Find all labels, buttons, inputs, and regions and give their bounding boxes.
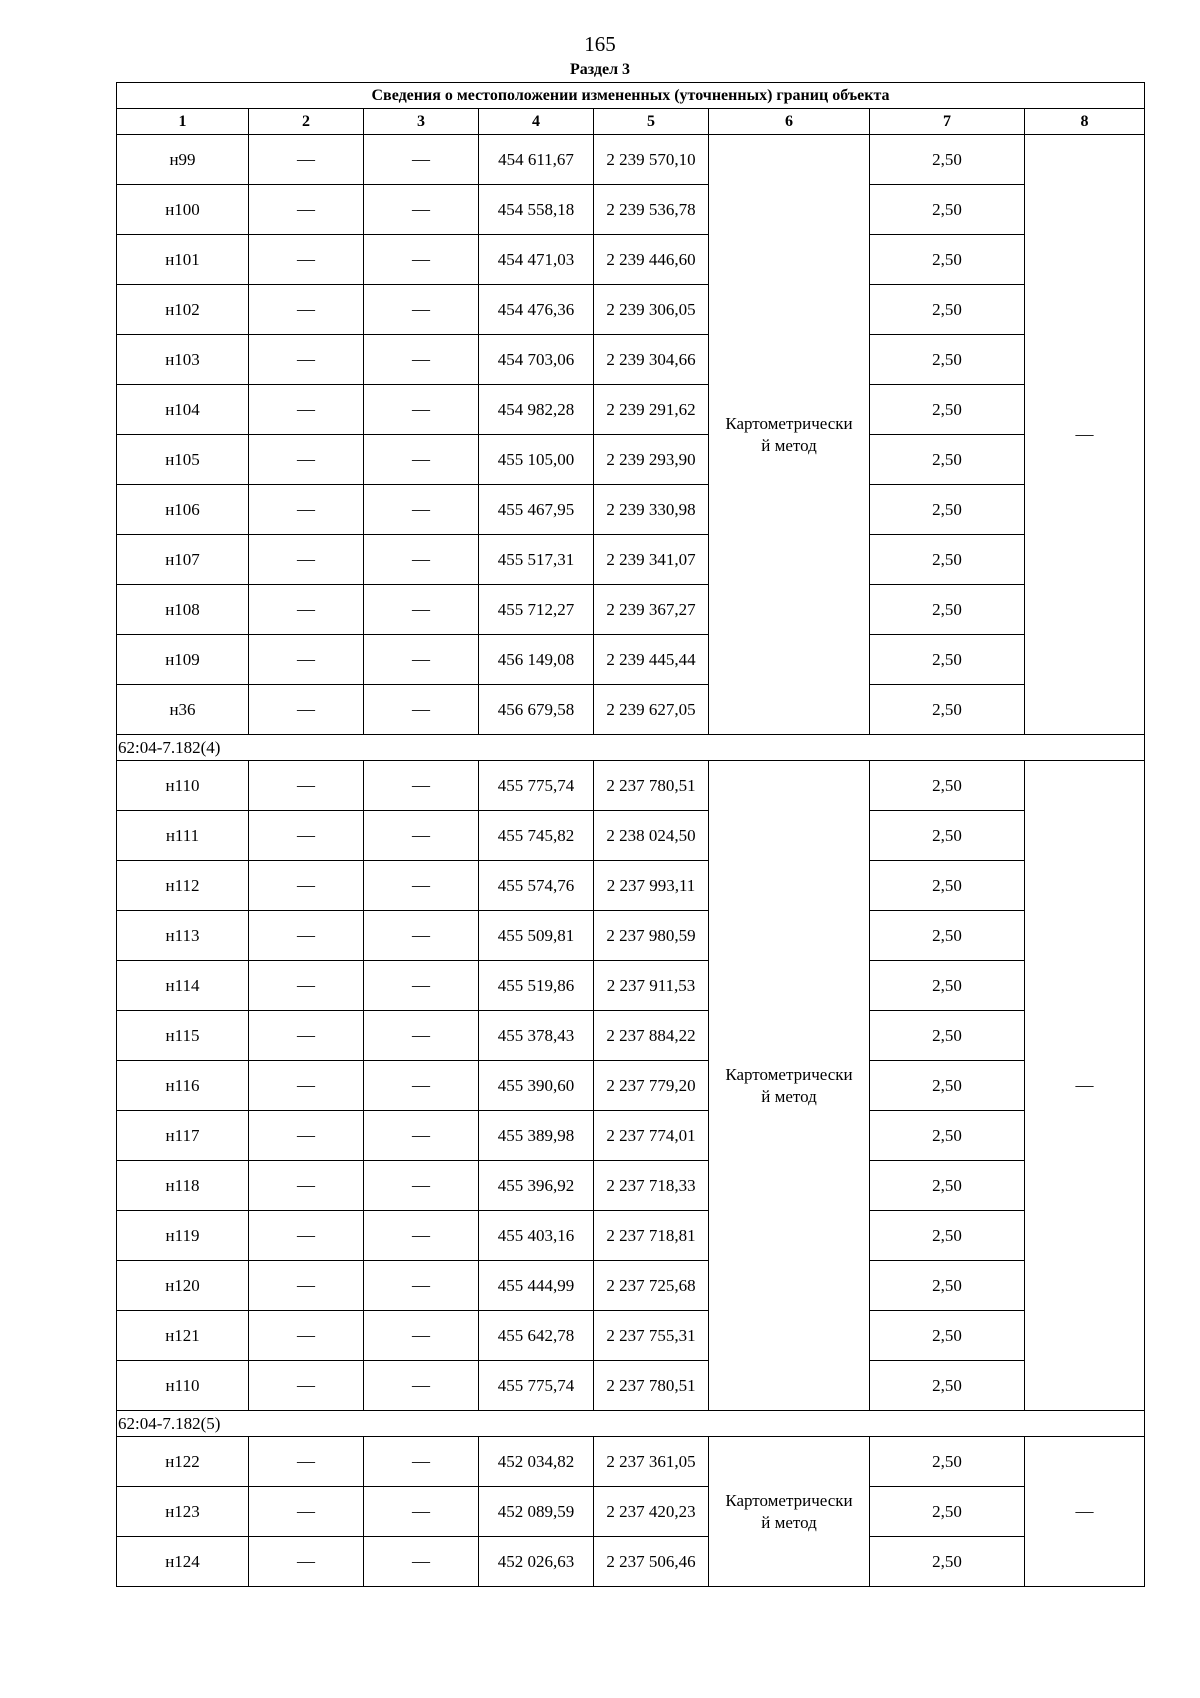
y-coordinate-cell: 2 238 024,50 [594, 811, 709, 861]
x-coordinate-cell: 455 517,31 [479, 535, 594, 585]
x-coordinate-cell: 455 519,86 [479, 961, 594, 1011]
col2-cell: — [249, 1211, 364, 1261]
accuracy-cell: 2,50 [870, 811, 1025, 861]
col3-cell: — [364, 285, 479, 335]
point-name-cell: н116 [117, 1061, 249, 1111]
table-row [117, 535, 1145, 585]
point-name-cell: н115 [117, 1011, 249, 1061]
cadastral-section-row [117, 735, 1145, 761]
col2-cell: — [249, 1361, 364, 1411]
accuracy-cell: 2,50 [870, 1211, 1025, 1261]
table-caption: Сведения о местоположении измененных (уточненных) границ объекта [117, 83, 1145, 109]
accuracy-cell: 2,50 [870, 861, 1025, 911]
y-coordinate-cell: 2 239 367,27 [594, 585, 709, 635]
column-number: 4 [479, 109, 594, 135]
col3-cell: — [364, 1211, 479, 1261]
point-name-cell: н106 [117, 485, 249, 535]
col2-cell: — [249, 1311, 364, 1361]
table-row [117, 961, 1145, 1011]
y-coordinate-cell: 2 237 993,11 [594, 861, 709, 911]
col2-cell: — [249, 235, 364, 285]
x-coordinate-cell: 455 389,98 [479, 1111, 594, 1161]
point-name-cell: н36 [117, 685, 249, 735]
y-coordinate-cell: 2 239 304,66 [594, 335, 709, 385]
y-coordinate-cell: 2 237 911,53 [594, 961, 709, 1011]
x-coordinate-cell: 455 642,78 [479, 1311, 594, 1361]
table-row [117, 435, 1145, 485]
col2-cell: — [249, 1537, 364, 1587]
table-row [117, 285, 1145, 335]
accuracy-cell: 2,50 [870, 1487, 1025, 1537]
col3-cell: — [364, 861, 479, 911]
cadastral-section-label: 62:04-7.182(4) [117, 735, 1145, 761]
table-row [117, 685, 1145, 735]
col2-cell: — [249, 1161, 364, 1211]
y-coordinate-cell: 2 237 780,51 [594, 1361, 709, 1411]
col3-cell: — [364, 1111, 479, 1161]
x-coordinate-cell: 452 026,63 [479, 1537, 594, 1587]
y-coordinate-cell: 2 239 627,05 [594, 685, 709, 735]
accuracy-cell: 2,50 [870, 1361, 1025, 1411]
table-row [117, 1011, 1145, 1061]
point-name-cell: н118 [117, 1161, 249, 1211]
x-coordinate-cell: 456 679,58 [479, 685, 594, 735]
col8-cell: — [1025, 135, 1145, 735]
col2-cell: — [249, 1437, 364, 1487]
point-name-cell: н113 [117, 911, 249, 961]
y-coordinate-cell: 2 237 779,20 [594, 1061, 709, 1111]
col3-cell: — [364, 535, 479, 585]
point-name-cell: н104 [117, 385, 249, 435]
point-name-cell: н107 [117, 535, 249, 585]
col2-cell: — [249, 861, 364, 911]
table-row [117, 1537, 1145, 1587]
col2-cell: — [249, 435, 364, 485]
point-name-cell: н108 [117, 585, 249, 635]
point-name-cell: н112 [117, 861, 249, 911]
col2-cell: — [249, 335, 364, 385]
col2-cell: — [249, 961, 364, 1011]
y-coordinate-cell: 2 237 774,01 [594, 1111, 709, 1161]
point-name-cell: н109 [117, 635, 249, 685]
col3-cell: — [364, 761, 479, 811]
col3-cell: — [364, 1061, 479, 1111]
col2-cell: — [249, 1111, 364, 1161]
x-coordinate-cell: 454 982,28 [479, 385, 594, 435]
y-coordinate-cell: 2 237 980,59 [594, 911, 709, 961]
table-row [117, 335, 1145, 385]
point-name-cell: н122 [117, 1437, 249, 1487]
col3-cell: — [364, 635, 479, 685]
y-coordinate-cell: 2 237 755,31 [594, 1311, 709, 1361]
accuracy-cell: 2,50 [870, 635, 1025, 685]
column-number: 7 [870, 109, 1025, 135]
method-text-line: й метод [761, 1512, 817, 1532]
accuracy-cell: 2,50 [870, 685, 1025, 735]
page-number: 165 [584, 32, 616, 56]
y-coordinate-cell: 2 239 306,05 [594, 285, 709, 335]
col2-cell: — [249, 1261, 364, 1311]
x-coordinate-cell: 454 558,18 [479, 185, 594, 235]
boundary-coordinates-table [116, 82, 1145, 1587]
table-row [117, 385, 1145, 435]
y-coordinate-cell: 2 237 506,46 [594, 1537, 709, 1587]
point-name-cell: н99 [117, 135, 249, 185]
accuracy-cell: 2,50 [870, 911, 1025, 961]
col3-cell: — [364, 435, 479, 485]
col3-cell: — [364, 585, 479, 635]
y-coordinate-cell: 2 237 718,81 [594, 1211, 709, 1261]
x-coordinate-cell: 455 403,16 [479, 1211, 594, 1261]
table-row [117, 1161, 1145, 1211]
col2-cell: — [249, 635, 364, 685]
col8-cell: — [1025, 1437, 1145, 1587]
x-coordinate-cell: 455 467,95 [479, 485, 594, 535]
col3-cell: — [364, 1437, 479, 1487]
accuracy-cell: 2,50 [870, 185, 1025, 235]
accuracy-cell: 2,50 [870, 1311, 1025, 1361]
table-row [117, 235, 1145, 285]
y-coordinate-cell: 2 239 536,78 [594, 185, 709, 235]
col3-cell: — [364, 185, 479, 235]
table-row [117, 811, 1145, 861]
point-name-cell: н119 [117, 1211, 249, 1261]
table-row [117, 635, 1145, 685]
method-text-line: й метод [761, 1086, 817, 1106]
column-number: 5 [594, 109, 709, 135]
method-text-line: Картометрически [725, 1490, 853, 1510]
col3-cell: — [364, 1537, 479, 1587]
y-coordinate-cell: 2 237 718,33 [594, 1161, 709, 1211]
col2-cell: — [249, 485, 364, 535]
col3-cell: — [364, 911, 479, 961]
point-name-cell: н100 [117, 185, 249, 235]
method-cell [709, 1437, 870, 1587]
table-row [117, 1437, 1145, 1487]
col3-cell: — [364, 961, 479, 1011]
point-name-cell: н123 [117, 1487, 249, 1537]
column-number: 1 [117, 109, 249, 135]
table-body [117, 135, 1145, 1587]
accuracy-cell: 2,50 [870, 385, 1025, 435]
col2-cell: — [249, 385, 364, 435]
table-row [117, 585, 1145, 635]
accuracy-cell: 2,50 [870, 1261, 1025, 1311]
x-coordinate-cell: 456 149,08 [479, 635, 594, 685]
col8-cell: — [1025, 761, 1145, 1411]
col2-cell: — [249, 1011, 364, 1061]
cadastral-section-label: 62:04-7.182(5) [117, 1411, 1145, 1437]
col3-cell: — [364, 1161, 479, 1211]
col3-cell: — [364, 385, 479, 435]
col2-cell: — [249, 135, 364, 185]
y-coordinate-cell: 2 239 330,98 [594, 485, 709, 535]
point-name-cell: н103 [117, 335, 249, 385]
col2-cell: — [249, 285, 364, 335]
col3-cell: — [364, 685, 479, 735]
section-title: Раздел 3 [569, 61, 631, 78]
point-name-cell: н124 [117, 1537, 249, 1587]
point-name-cell: н102 [117, 285, 249, 335]
cadastral-section-row [117, 1411, 1145, 1437]
accuracy-cell: 2,50 [870, 585, 1025, 635]
table-row [117, 1361, 1145, 1411]
col2-cell: — [249, 1061, 364, 1111]
col2-cell: — [249, 911, 364, 961]
accuracy-cell: 2,50 [870, 335, 1025, 385]
point-name-cell: н121 [117, 1311, 249, 1361]
accuracy-cell: 2,50 [870, 1011, 1025, 1061]
x-coordinate-cell: 452 034,82 [479, 1437, 594, 1487]
table-row [117, 135, 1145, 185]
column-number: 8 [1025, 109, 1145, 135]
x-coordinate-cell: 454 703,06 [479, 335, 594, 385]
accuracy-cell: 2,50 [870, 1061, 1025, 1111]
accuracy-cell: 2,50 [870, 1537, 1025, 1587]
accuracy-cell: 2,50 [870, 1437, 1025, 1487]
column-number: 2 [249, 109, 364, 135]
table-row [117, 485, 1145, 535]
point-name-cell: н110 [117, 1361, 249, 1411]
x-coordinate-cell: 455 775,74 [479, 1361, 594, 1411]
col3-cell: — [364, 235, 479, 285]
col3-cell: — [364, 811, 479, 861]
column-number: 6 [709, 109, 870, 135]
table-row [117, 761, 1145, 811]
col2-cell: — [249, 1487, 364, 1537]
col2-cell: — [249, 185, 364, 235]
col3-cell: — [364, 1311, 479, 1361]
table-row [117, 1211, 1145, 1261]
x-coordinate-cell: 452 089,59 [479, 1487, 594, 1537]
method-text-line: Картометрически [725, 413, 853, 433]
accuracy-cell: 2,50 [870, 961, 1025, 1011]
y-coordinate-cell: 2 239 570,10 [594, 135, 709, 185]
accuracy-cell: 2,50 [870, 135, 1025, 185]
col2-cell: — [249, 761, 364, 811]
x-coordinate-cell: 454 611,67 [479, 135, 594, 185]
y-coordinate-cell: 2 237 884,22 [594, 1011, 709, 1061]
table-row [117, 911, 1145, 961]
col2-cell: — [249, 585, 364, 635]
col3-cell: — [364, 1487, 479, 1537]
table-row [117, 1487, 1145, 1537]
x-coordinate-cell: 454 476,36 [479, 285, 594, 335]
column-number: 3 [364, 109, 479, 135]
col2-cell: — [249, 811, 364, 861]
table-row [117, 1261, 1145, 1311]
col3-cell: — [364, 1261, 479, 1311]
col3-cell: — [364, 335, 479, 385]
x-coordinate-cell: 455 390,60 [479, 1061, 594, 1111]
column-number-row [117, 109, 1145, 135]
method-text-line: й метод [761, 435, 817, 455]
x-coordinate-cell: 455 378,43 [479, 1011, 594, 1061]
table-row [117, 1311, 1145, 1361]
table-row [117, 861, 1145, 911]
x-coordinate-cell: 455 509,81 [479, 911, 594, 961]
x-coordinate-cell: 455 444,99 [479, 1261, 594, 1311]
x-coordinate-cell: 455 745,82 [479, 811, 594, 861]
point-name-cell: н114 [117, 961, 249, 1011]
x-coordinate-cell: 455 574,76 [479, 861, 594, 911]
y-coordinate-cell: 2 237 725,68 [594, 1261, 709, 1311]
y-coordinate-cell: 2 239 445,44 [594, 635, 709, 685]
accuracy-cell: 2,50 [870, 1111, 1025, 1161]
method-cell [709, 761, 870, 1411]
point-name-cell: н105 [117, 435, 249, 485]
y-coordinate-cell: 2 237 361,05 [594, 1437, 709, 1487]
accuracy-cell: 2,50 [870, 485, 1025, 535]
point-name-cell: н110 [117, 761, 249, 811]
accuracy-cell: 2,50 [870, 435, 1025, 485]
y-coordinate-cell: 2 239 446,60 [594, 235, 709, 285]
x-coordinate-cell: 455 105,00 [479, 435, 594, 485]
y-coordinate-cell: 2 237 420,23 [594, 1487, 709, 1537]
accuracy-cell: 2,50 [870, 761, 1025, 811]
y-coordinate-cell: 2 239 341,07 [594, 535, 709, 585]
x-coordinate-cell: 455 775,74 [479, 761, 594, 811]
col3-cell: — [364, 1011, 479, 1061]
point-name-cell: н111 [117, 811, 249, 861]
x-coordinate-cell: 455 712,27 [479, 585, 594, 635]
accuracy-cell: 2,50 [870, 285, 1025, 335]
col2-cell: — [249, 535, 364, 585]
accuracy-cell: 2,50 [870, 1161, 1025, 1211]
col3-cell: — [364, 135, 479, 185]
col3-cell: — [364, 1361, 479, 1411]
table-row [117, 185, 1145, 235]
accuracy-cell: 2,50 [870, 235, 1025, 285]
method-cell [709, 135, 870, 735]
table-row [117, 1061, 1145, 1111]
method-text-line: Картометрически [725, 1064, 853, 1084]
y-coordinate-cell: 2 237 780,51 [594, 761, 709, 811]
col2-cell: — [249, 685, 364, 735]
point-name-cell: н101 [117, 235, 249, 285]
point-name-cell: н117 [117, 1111, 249, 1161]
x-coordinate-cell: 455 396,92 [479, 1161, 594, 1211]
point-name-cell: н120 [117, 1261, 249, 1311]
col3-cell: — [364, 485, 479, 535]
x-coordinate-cell: 454 471,03 [479, 235, 594, 285]
y-coordinate-cell: 2 239 291,62 [594, 385, 709, 435]
accuracy-cell: 2,50 [870, 535, 1025, 585]
table-row [117, 1111, 1145, 1161]
y-coordinate-cell: 2 239 293,90 [594, 435, 709, 485]
